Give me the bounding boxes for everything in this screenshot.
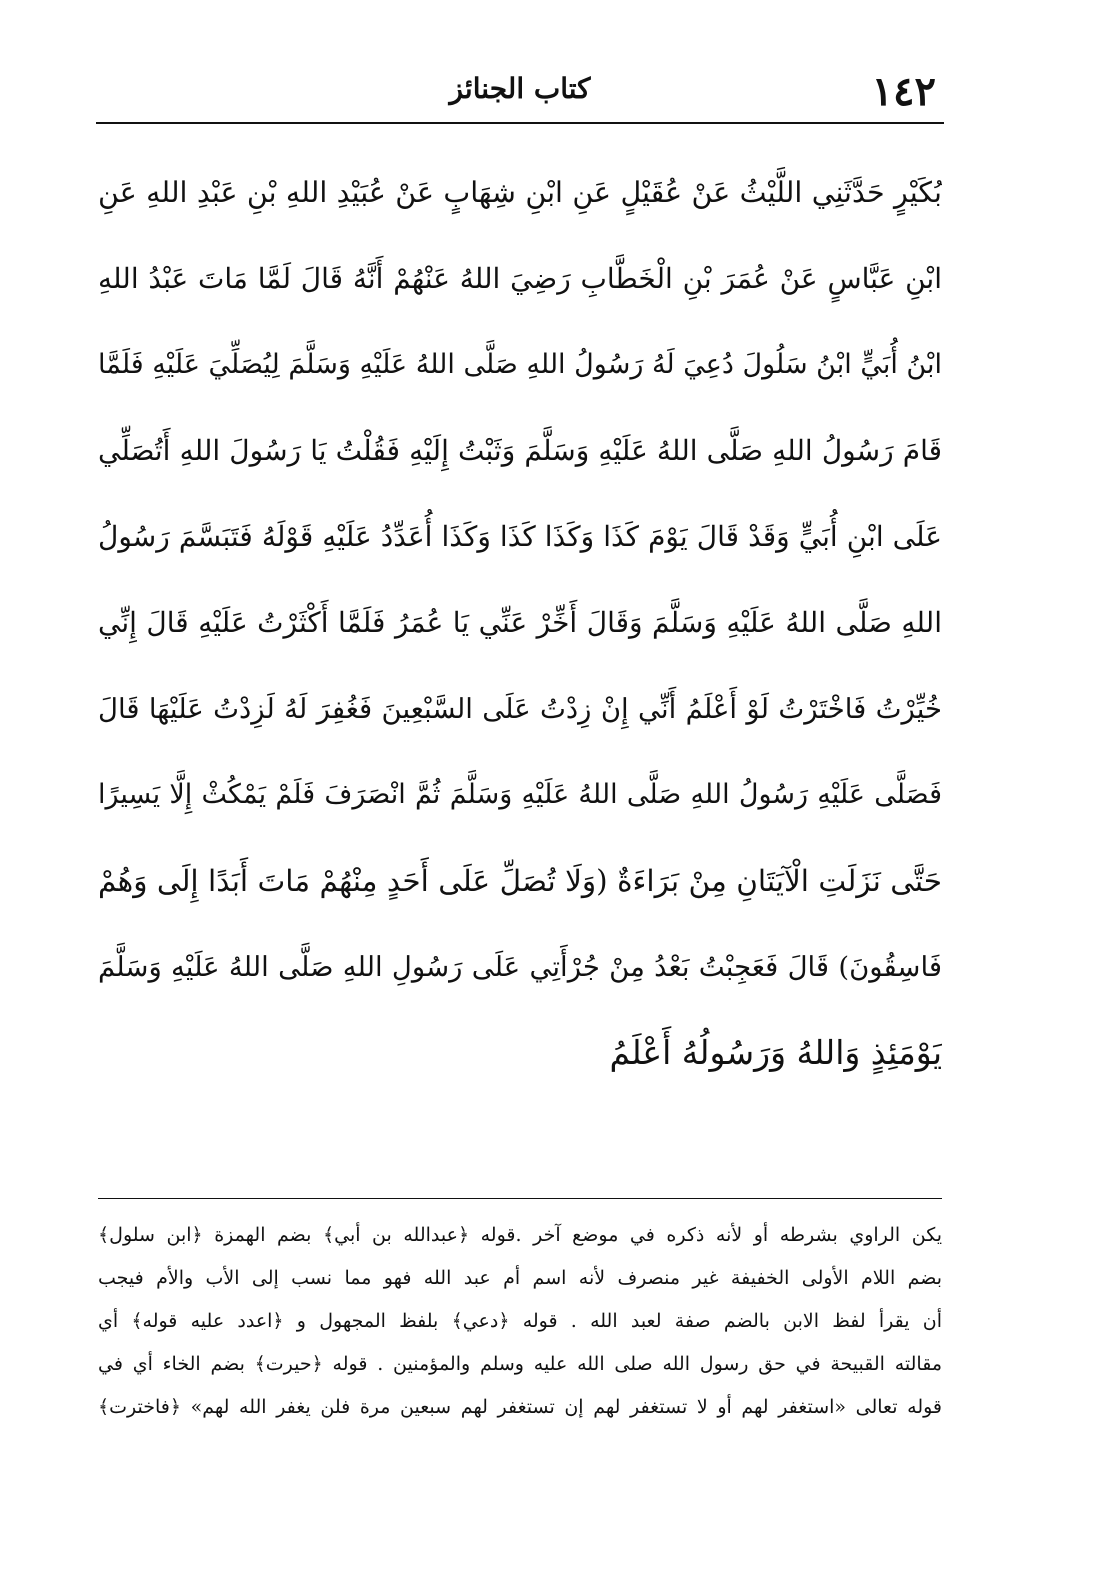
footnote-line: أن يقرأ لفظ الابن بالضم صفة لعبد الله . قوله ﴿دعي﴾ بلفظ المجهول و ﴿اعدد عليه قوله﴾ أي	[98, 1310, 942, 1332]
main-text	[98, 150, 942, 1096]
text-line: حَتَّى نَزَلَتِ الْآيَتَانِ مِنْ بَرَاءَةٌ (وَلَا تُصَلِّ عَلَى أَحَدٍ مِنْهُمْ مَاتَ أَبَدًا إِلَى وَهُمْ	[98, 864, 942, 898]
page-header	[96, 60, 944, 120]
header-rule	[96, 122, 944, 124]
running-head: كتاب الجنائز	[449, 72, 591, 105]
page-number: ١٤٢	[871, 68, 936, 115]
text-line: ابْنُ أُبَيٍّ ابْنُ سَلُولَ دُعِيَ لَهُ رَسُولُ اللهِ صَلَّى اللهُ عَلَيْهِ وَسَلَّمَ لِيُصَلِّيَ عَلَيْهِ فَلَمَّا	[98, 349, 942, 380]
text-line: عَلَى ابْنِ أُبَيٍّ وَقَدْ قَالَ يَوْمَ كَذَا وَكَذَا كَذَا وَكَذَا أُعَدِّدُ عَلَيْهِ قَوْلَهُ فَتَبَسَّمَ رَسُولُ	[98, 520, 942, 553]
text-line: اللهِ صَلَّى اللهُ عَلَيْهِ وَسَلَّمَ وَقَالَ أَخِّرْ عَنِّي يَا عُمَرُ فَلَمَّا أَكْثَرْتُ عَلَيْهِ قَالَ إِنِّي	[98, 606, 942, 639]
text-line: فَصَلَّى عَلَيْهِ رَسُولُ اللهِ صَلَّى اللهُ عَلَيْهِ وَسَلَّمَ ثُمَّ انْصَرَفَ فَلَمْ يَمْكُثْ إِلَّا يَسِيرًا	[98, 779, 942, 810]
footnotes	[98, 1214, 942, 1429]
footnote-line: مقالته القبيحة في حق رسول الله صلى الله عليه وسلم والمؤمنين . قوله ﴿حيرت﴾ بضم الخاء أي في	[98, 1353, 942, 1375]
footnote-line: بضم اللام الأولى الخفيفة غير منصرف لأنه اسم أم عبد الله فهو مما نسب إلى الأب والأم فيجب	[98, 1267, 942, 1289]
text-line: خُيِّرْتُ فَاخْتَرْتُ لَوْ أَعْلَمُ أَنِّي إِنْ زِدْتُ عَلَى السَّبْعِينَ فَغُفِرَ لَهُ لَزِدْتُ عَلَيْهَا قَالَ	[98, 693, 942, 725]
text-line: ابْنِ عَبَّاسٍ عَنْ عُمَرَ بْنِ الْخَطَّابِ رَضِيَ اللهُ عَنْهُمْ أَنَّهُ قَالَ لَمَّا مَاتَ عَبْدُ اللهِ	[98, 262, 942, 295]
text-line: فَاسِقُونَ) قَالَ فَعَجِبْتُ بَعْدُ مِنْ جُرْأَتِي عَلَى رَسُولِ اللهِ صَلَّى اللهُ عَلَيْهِ وَسَلَّمَ	[98, 951, 942, 983]
footnote-line: يكن الراوي بشرطه أو لأنه ذكره في موضع آخر .قوله ﴿عبدالله بن أبي﴾ بضم الهمزة ﴿ابن سلول﴾	[98, 1224, 942, 1246]
footnote-line: قوله تعالى «استغفر لهم أو لا تستغفر لهم إن تستغفر لهم سبعين مرة فلن يغفر الله لهم» ﴿فاخترت﴾	[98, 1396, 942, 1418]
footnote-rule	[98, 1198, 942, 1199]
text-line: قَامَ رَسُولُ اللهِ صَلَّى اللهُ عَلَيْهِ وَسَلَّمَ وَثَبْتُ إِلَيْهِ فَقُلْتُ يَا رَسُولَ اللهِ أَتُصَلِّي	[98, 434, 942, 467]
text-line: يَوْمَئِذٍ وَاللهُ وَرَسُولُهُ أَعْلَمُ	[609, 1033, 942, 1072]
text-line: بُكَيْرٍ حَدَّثَنِي اللَّيْثُ عَنْ عُقَيْلٍ عَنِ ابْنِ شِهَابٍ عَنْ عُبَيْدِ اللهِ بْنِ عَبْدِ اللهِ عَنِ	[98, 176, 942, 209]
